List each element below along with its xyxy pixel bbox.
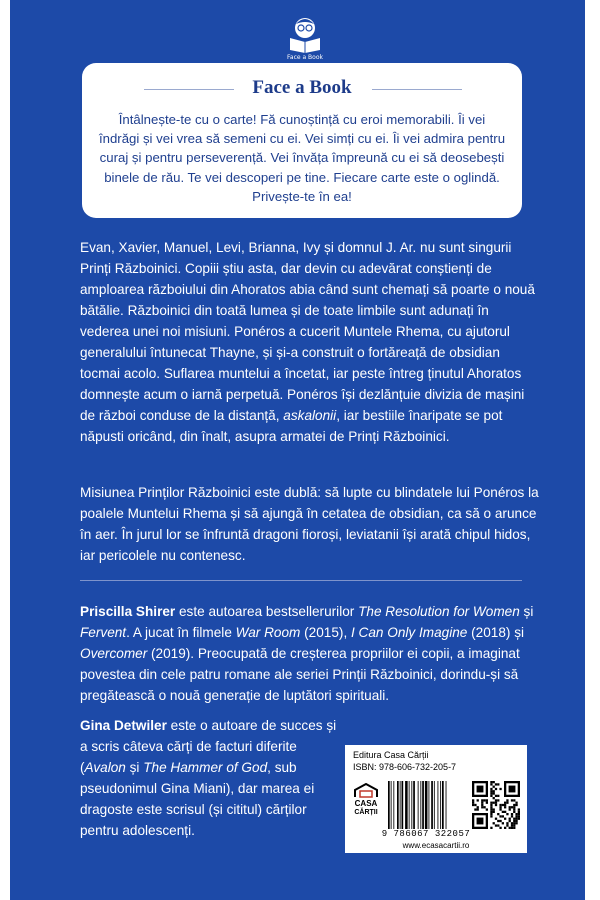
barcode-number: 9 786067 322057 [381, 829, 471, 839]
qr-code-icon [472, 781, 520, 829]
bio-2-title: Avalon [84, 760, 126, 775]
author-1-name: Priscilla Shirer [80, 604, 176, 619]
author-bio-2 [80, 715, 340, 841]
barcode-panel [345, 745, 527, 853]
bio-2-text: este o autoare de succes și a scris câteva cărți de facturi diferite ( [80, 718, 337, 775]
bio-1-text: (2018) și [467, 625, 525, 640]
bio-1-text: este autoarea bestsellerurilor [175, 604, 359, 619]
bio-2-text: și [125, 760, 144, 775]
card-title-row [82, 77, 522, 101]
author-bio-1 [80, 601, 540, 706]
bio-1-text: și [519, 604, 534, 619]
blurb-p1-end: , iar bestiile înaripate se pot năpusti oricând, din înalt, asupra armatei de Prinți Războinici. [80, 408, 503, 444]
author-2-name: Gina Detwiler [80, 718, 167, 733]
card-title: Face a Book [252, 77, 352, 98]
bio-1-title: The Resolution for Women [358, 604, 520, 619]
bio-1-title: War Room [235, 625, 301, 640]
card-text: Întâlnește-te cu o carte! Fă cunoștință cu eroi memorabili. Îi vei îndrăgi și vei vrea să semeni cu ei. Vei simți cu ei. Îi vei admira pentru curaj și pentru perseverență. Vei învăța împreună cu ei să deosebești binele de rău. Te vei descoperi pe tine. Fiecare carte este o oglindă. Privește-te în ea! [98, 112, 506, 204]
bio-2-text: , sub pseudonimul Gina Miani), dar marea ei dragoste este scrisul (și cititul) cărților pentru adolescenți. [80, 760, 315, 838]
blurb-paragraph-2: Misiunea Prinților Războinici este dublă: să lupte cu blindatele lui Ponéros la poalele Muntelui Rhema și să ajungă în cetatea de obsidian, ca să o arunce în aer. În jurul lor se înfruntă dragoni fioroși, leviatanii își arată chipul hidos, iar pericolele nu contenesc. [80, 485, 539, 563]
reader-icon [280, 14, 330, 54]
bio-1-text: . A jucat în filmele [126, 625, 236, 640]
bio-1-text: (2019). Preocupată de creșterea propriilor ei copii, a imaginat povestea din cele patru romane ale seriei Prinții Războinici, dorindu-și să pregătească o nouă generație de luptători spirituali. [80, 646, 520, 703]
publisher-name: Editura Casa Cărții [353, 750, 429, 760]
barcode-bars [387, 781, 465, 829]
title-rule-left [144, 89, 234, 90]
bio-2-title: The Hammer of God [143, 760, 268, 775]
blurb-p1-start: Evan, Xavier, Manuel, Levi, Brianna, Ivy și domnul J. Ar. nu sunt singurii Prinți Războinici. Copiii știu asta, dar devin cu adevărat conștienți de amploarea războiului din Ahoratos abia când sunt chemați să poarte o nouă bătălie. Războinici din toată lumea și de toate limbile sunt adunați în vederea unei noi misiuni. Ponéros a cucerit Muntele Rhema, cu ajutorul generalului întunecat Thayne, și și-a construit o fortăreață de obsidian tocmai acolo. Suflarea muntelui a încetat, iar peste întreg ținutul Ahoratos domnește acum o iarnă perpetuă. Ponéros își dezlănțuie divizia de mașini de război conduse de la distanță, [80, 240, 535, 423]
publisher-logo [351, 783, 381, 825]
intro-card [82, 63, 522, 218]
bio-1-text: (2015), [300, 625, 351, 640]
publisher-url: www.ecasacartii.ro [402, 841, 470, 850]
isbn: ISBN: 978-606-732-205-7 [353, 762, 457, 772]
bio-1-title: Overcomer [80, 646, 148, 661]
bio-1-title: I Can Only Imagine [351, 625, 468, 640]
face-a-book-logo [280, 14, 330, 68]
section-divider [80, 580, 522, 581]
logo-caption: Face a Book [287, 54, 323, 61]
back-cover [10, 0, 585, 900]
logo-cartii: CĂRȚII [354, 809, 378, 816]
bio-1-title: Fervent [80, 625, 127, 640]
blurb-p1-italic: askalonii [283, 408, 337, 423]
casa-house-icon [351, 783, 381, 799]
title-rule-right [372, 89, 462, 90]
blurb-paragraph-1 [80, 237, 540, 447]
logo-casa: CASA [354, 799, 378, 808]
